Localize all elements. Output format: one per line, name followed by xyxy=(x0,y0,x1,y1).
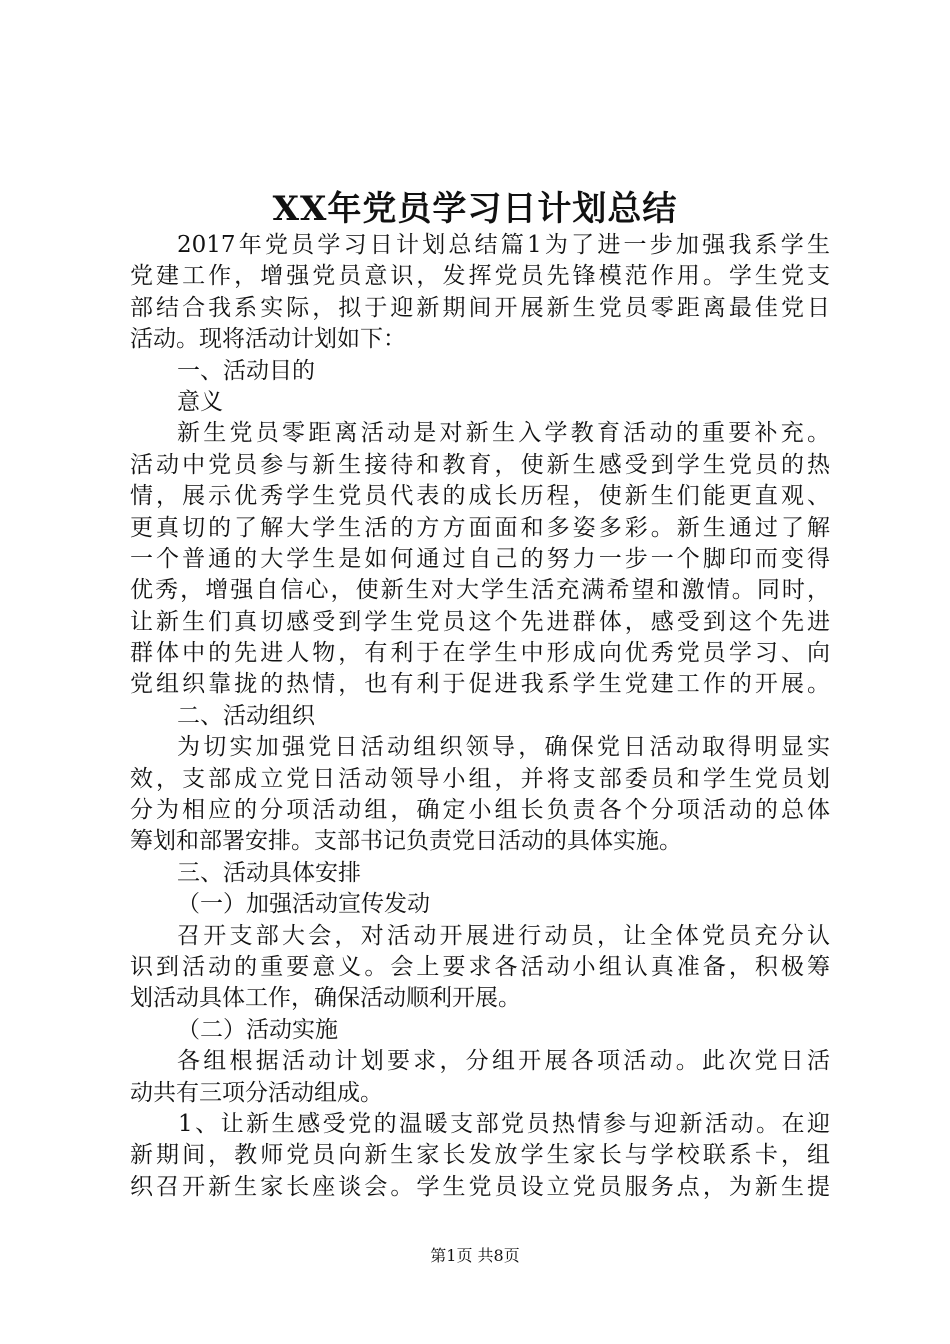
text-line: 识到活动的重要意义。会上要求各活动小组认真准备，积极筹 xyxy=(130,953,830,980)
section-heading: 三、活动具体安排 xyxy=(177,859,361,886)
text-line: 动共有三项分活动组成。 xyxy=(130,1079,383,1106)
text-line: 新生党员零距离活动是对新生入学教育活动的重要补充。 xyxy=(177,420,830,447)
section-heading: 意义 xyxy=(177,388,223,415)
text-line: 群体中的先进人物，有利于在学生中形成向优秀党员学习、向 xyxy=(130,640,830,667)
text-line: 党组织靠拢的热情，也有利于促进我系学生党建工作的开展。 xyxy=(130,671,830,698)
section-heading: 二、活动组织 xyxy=(177,702,315,729)
text-line: 活动。现将活动计划如下： xyxy=(130,326,406,353)
text-line: 优秀，增强自信心，使新生对大学生活充满希望和激情。同时， xyxy=(130,577,830,604)
text-line: 更真切的了解大学生活的方方面面和多姿多彩。新生通过了解 xyxy=(130,514,830,541)
text-line: 各组根据活动计划要求，分组开展各项活动。此次党日活 xyxy=(177,1048,830,1075)
text-line: 为切实加强党日活动组织领导，确保党日活动取得明显实 xyxy=(177,734,830,761)
document-title: XX年党员学习日计划总结 xyxy=(272,189,678,229)
text-line: 部结合我系实际，拟于迎新期间开展新生党员零距离最佳党日 xyxy=(130,294,830,321)
page-footer: 第1页 共8页 xyxy=(430,1246,520,1265)
text-line: 情，展示优秀学生党员代表的成长历程，使新生们能更直观、 xyxy=(130,483,830,510)
text-line: 分为相应的分项活动组，确定小组长负责各个分项活动的总体 xyxy=(130,797,830,824)
subsection-heading: （二）活动实施 xyxy=(177,1016,338,1043)
text-line: 筹划和部署安排。支部书记负责党日活动的具体实施。 xyxy=(130,828,682,855)
text-line: 活动中党员参与新生接待和教育，使新生感受到学生党员的热 xyxy=(130,451,830,478)
text-line: 召开支部大会，对活动开展进行动员，让全体党员充分认 xyxy=(177,922,830,949)
section-heading: 一、活动目的 xyxy=(177,357,315,384)
text-line: 让新生们真切感受到学生党员这个先进群体，感受到这个先进 xyxy=(130,608,830,635)
text-line: 党建工作，增强党员意识，发挥党员先锋模范作用。学生党支 xyxy=(130,263,830,290)
document-body xyxy=(130,230,830,1203)
subsection-heading: （一）加强活动宣传发动 xyxy=(177,891,430,918)
text-line: 织召开新生家长座谈会。学生党员设立党员服务点，为新生提 xyxy=(130,1173,830,1200)
text-line: 一个普通的大学生是如何通过自己的努力一步一个脚印而变得 xyxy=(130,545,830,572)
text-line: 划活动具体工作，确保活动顺利开展。 xyxy=(130,985,521,1012)
text-line: 新期间，教师党员向新生家长发放学生家长与学校联系卡，组 xyxy=(130,1142,830,1169)
text-line: 效，支部成立党日活动领导小组，并将支部委员和学生党员划 xyxy=(130,765,830,792)
text-line: 2017年党员学习日计划总结篇1为了进一步加强我系学生 xyxy=(177,232,830,258)
text-line: 1、让新生感受党的温暖支部党员热情参与迎新活动。在迎 xyxy=(178,1110,830,1137)
